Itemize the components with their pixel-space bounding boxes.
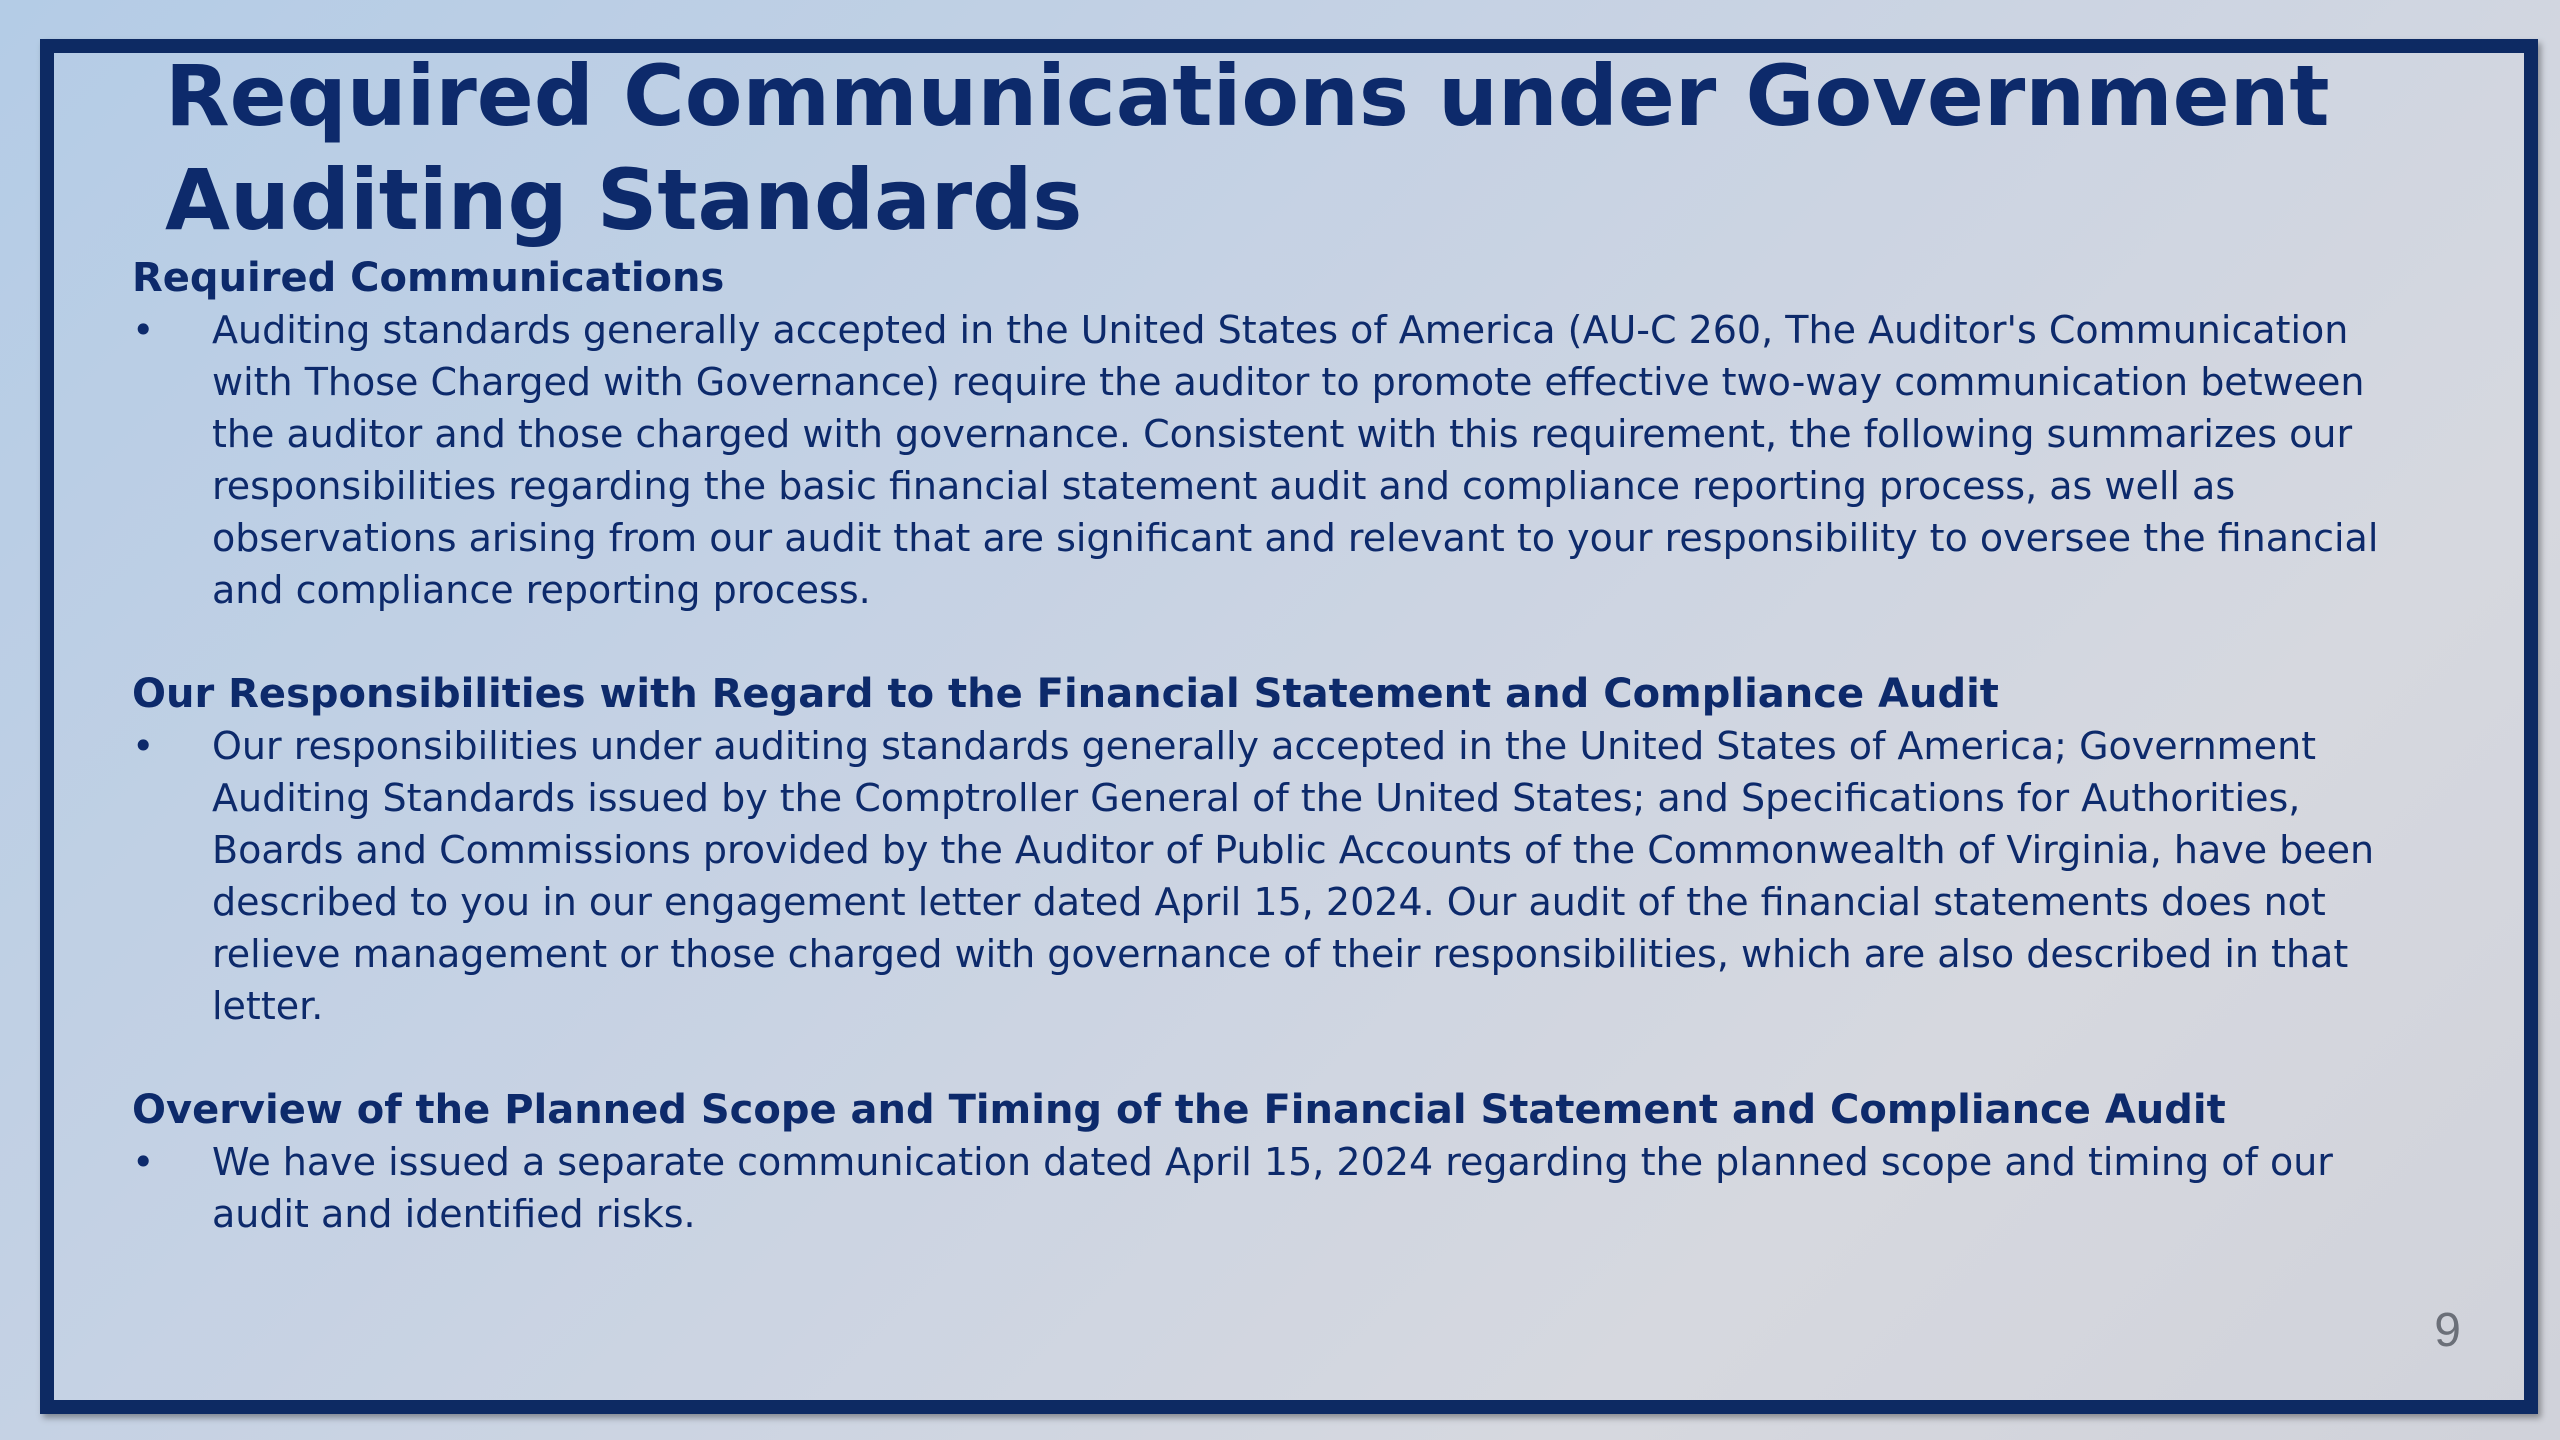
bullet-text: Our responsibilities under auditing standards generally accepted in the United States of America; Government Auditing Standards issued by the Comptroller General of the United States; and Specifications for Authorities, Boards and Commissions provided by the Auditor of Public Accounts of the Commonwealth of Virginia, have been described to you in our engagement letter dated April 15, 2024. Our audit of the financial statements does not relieve management or those charged with governance of their responsibilities, which are also described in that letter. xyxy=(212,724,2375,1028)
page-number: 9 xyxy=(2434,1304,2461,1357)
bullet-item xyxy=(132,720,2432,1032)
section-our-responsibilities xyxy=(132,668,2432,1032)
section-required-communications xyxy=(132,252,2432,616)
bullet-icon: • xyxy=(132,1140,155,1184)
section-heading: Required Communications xyxy=(132,255,725,301)
bullet-text: We have issued a separate communication dated April 15, 2024 regarding the planned scope and timing of our audit and identified risks. xyxy=(212,1140,2333,1236)
section-heading: Our Responsibilities with Regard to the Financial Statement and Compliance Audit xyxy=(132,671,1999,717)
section-heading: Overview of the Planned Scope and Timing of the Financial Statement and Compliance Audit xyxy=(132,1087,2226,1133)
bullet-text: Auditing standards generally accepted in the United States of America (AU-C 260, The Auditor's Communication with Those Charged with Governance) require the auditor to promote effective two-way communication between the auditor and those charged with governance. Consistent with this requirement, the following summarizes our responsibilities regarding the basic financial statement audit and compliance reporting process, as well as observations arising from our audit that are significant and relevant to your responsibility to oversee the financial and compliance reporting process. xyxy=(212,308,2379,612)
section-planned-scope xyxy=(132,1084,2432,1240)
bullet-icon: • xyxy=(132,724,155,768)
bullet-icon: • xyxy=(132,308,155,352)
bullet-item xyxy=(132,304,2432,616)
slide-title: Required Communications under Government Auditing Standards xyxy=(165,47,2330,249)
bullet-item xyxy=(132,1136,2432,1240)
slide-content xyxy=(132,252,2432,1292)
